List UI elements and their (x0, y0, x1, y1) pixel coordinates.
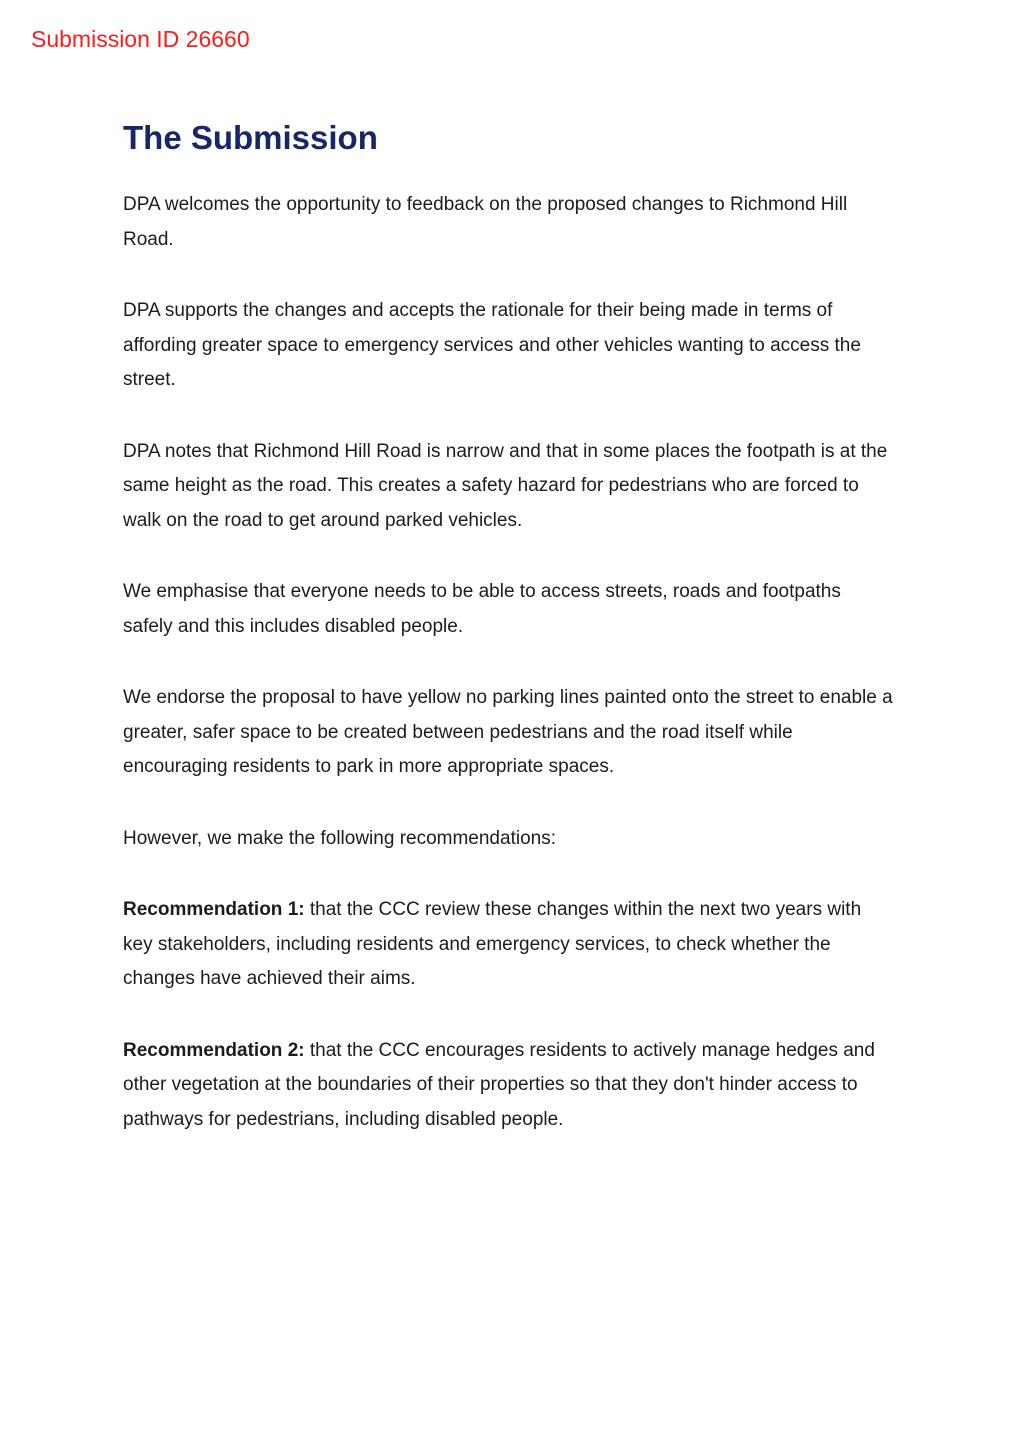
page-title: The Submission (123, 119, 378, 156)
document-body (123, 188, 895, 1137)
recommendation-1 (123, 893, 895, 997)
submission-id-label: Submission ID 26660 (31, 26, 250, 52)
document-main (123, 118, 895, 1137)
paragraph-welcome: DPA welcomes the opportunity to feedback on the proposed changes to Richmond Hill Road. (123, 194, 848, 250)
paragraph-supports-changes: DPA supports the changes and accepts the rationale for their being made in terms of affording greater space to emergency services and other vehicles wanting to access the street. (123, 300, 861, 390)
recommendation-1-text: that the CCC review these changes within the next two years with key stakeholders, including residents and emergency services, to check whether the changes have achieved their aims. (123, 899, 862, 989)
recommendation-2-text: that the CCC encourages residents to actively manage hedges and other vegetation at the boundaries of their properties so that they don't hinder access to pathways for pedestrians, including disabled people. (123, 1039, 875, 1130)
paragraph-road-narrow: DPA notes that Richmond Hill Road is narrow and that in some places the footpath is at the same height as the road. This creates a safety hazard for pedestrians who are forced to walk on the road to get around parked vehicles. (123, 440, 888, 531)
paragraph-emphasise-access: We emphasise that everyone needs to be able to access streets, roads and footpaths safely and this includes disabled people. (123, 581, 841, 637)
recommendation-2-label: Recommendation 2: (123, 1039, 305, 1061)
recommendation-2 (123, 1034, 895, 1138)
recommendation-1-label: Recommendation 1: (123, 899, 305, 920)
paragraph-recommendations-intro: However, we make the following recommendations: (123, 827, 556, 849)
paragraph-endorse-proposal: We endorse the proposal to have yellow no parking lines painted onto the street to enable a greater, safer space to be created between pedestrians and the road itself while encouraging residents to park in more appropriate spaces. (123, 687, 893, 777)
